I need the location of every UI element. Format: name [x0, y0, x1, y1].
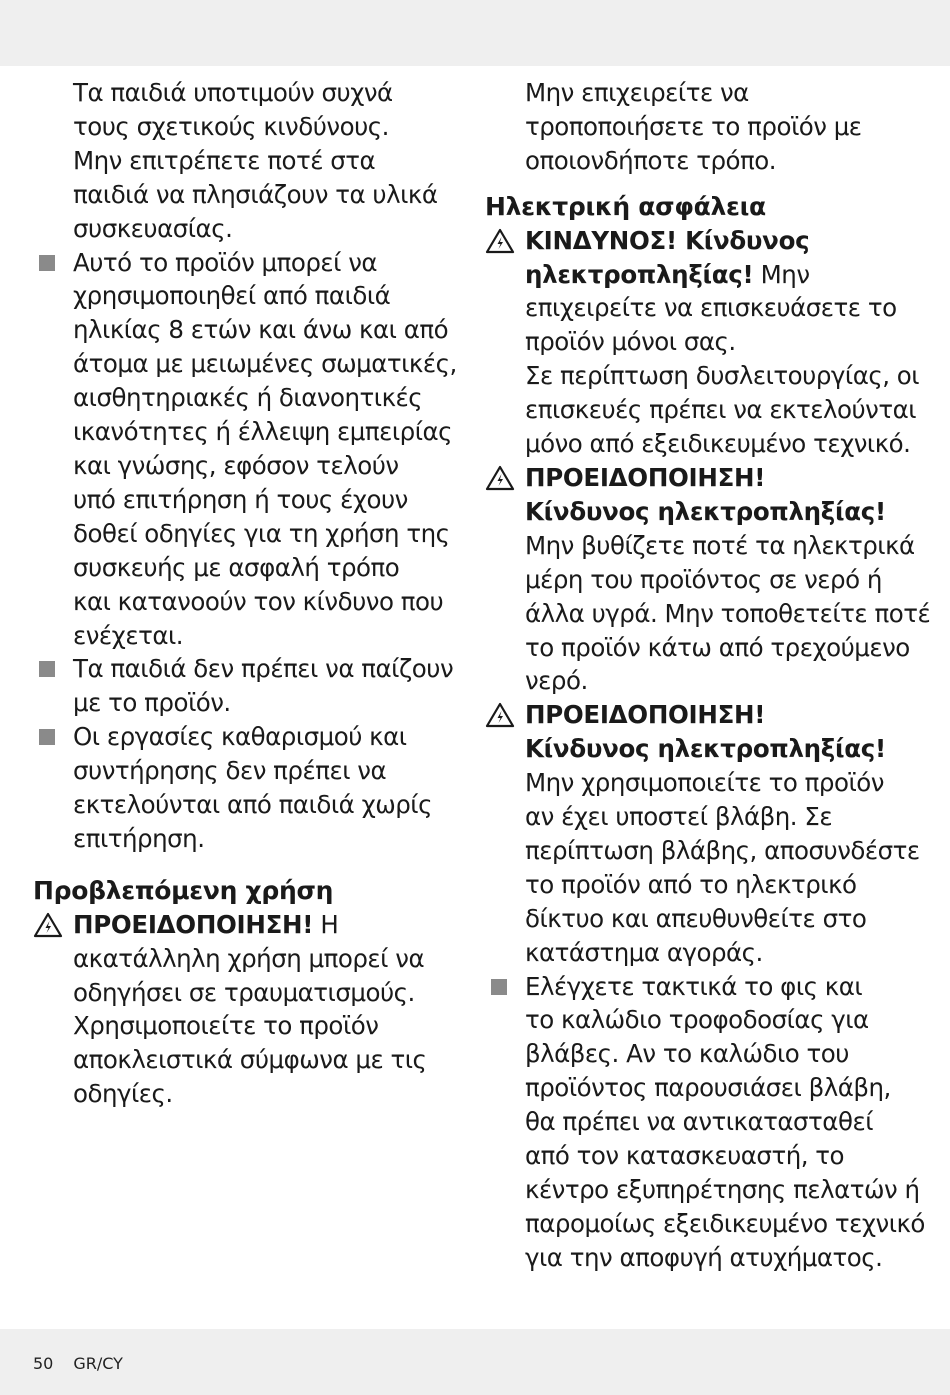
right-column: [485, 76, 931, 1275]
bullet-item: [485, 970, 925, 1275]
text-line: Οι εργασίες καθαρισμού και: [73, 722, 407, 752]
text-line: κέντρο εξυπηρέτησης πελατών ή: [525, 1175, 920, 1204]
text-line: χρησιμοποιηθεί από παιδιά: [73, 281, 391, 311]
text-line: προϊόν μόνοι σας.: [525, 327, 736, 357]
text-line: θα πρέπει να αντικατασταθεί: [525, 1107, 873, 1137]
text-line: το καλώδιο τροφοδοσίας για: [525, 1005, 869, 1035]
text-line: [525, 258, 925, 292]
text-line: ηλικίας 8 ετών και άνω και από: [73, 315, 449, 345]
text-line: από τον κατασκευαστή, το: [525, 1141, 845, 1171]
warning-label: ΠΡΟΕΙΔΟΠΟΙΗΣΗ!: [73, 909, 314, 939]
text-line: Τα παιδιά υποτιμούν συχνά: [73, 78, 393, 107]
text-line: τους σχετικούς κινδύνους.: [73, 111, 389, 141]
warning-label: Κίνδυνος ηλεκτροπληξίας!: [525, 734, 886, 764]
section-heading: Προβλεπόμενη χρήση: [33, 875, 334, 905]
text-line: κατάστημα αγοράς.: [525, 937, 763, 967]
warning-label: ΠΡΟΕΙΔΟΠΟΙΗΣΗ!: [525, 700, 766, 730]
text-line: άτομα με μειωμένες σωματικές,: [73, 349, 457, 379]
text-line: Μην επιτρέπετε ποτέ στα: [73, 145, 376, 175]
text-line: νερό.: [525, 666, 588, 696]
text-line: Μην χρησιμοποιείτε το προϊόν: [525, 768, 884, 798]
bullet-item: [33, 652, 453, 720]
text-line: μέρη του προϊόντος σε νερό ή: [525, 564, 882, 594]
text-line: οδηγήσει σε τραυματισμούς.: [73, 977, 415, 1007]
section-heading: Ηλεκτρική ασφάλεια: [485, 191, 766, 221]
text-line: μόνο από εξειδικευμένο τεχνικό.: [525, 429, 911, 459]
warning-text: Μην: [753, 259, 810, 289]
warning-triangle-icon: [33, 912, 63, 938]
text-line: άλλα υγρά. Μην τοποθετείτε ποτέ: [525, 598, 931, 628]
text-line: ενέχεται.: [73, 620, 184, 650]
text-line: το προϊόν κάτω από τρεχούμενο: [525, 632, 910, 662]
warning-label: ΠΡΟΕΙΔΟΠΟΙΗΣΗ!: [525, 462, 766, 492]
text-line: [73, 908, 453, 942]
text-line: παρομοίως εξειδικευμένο τεχνικό: [525, 1208, 925, 1238]
text-line: τροποποιήσετε το προϊόν με: [525, 111, 862, 141]
bullet-square-icon: [491, 979, 507, 995]
text-line: για την αποφυγή ατυχήματος.: [525, 1242, 883, 1272]
text-line: συσκευασίας.: [73, 213, 233, 243]
text-line: το προϊόν από το ηλεκτρικό: [525, 869, 857, 899]
text-line: και κατανοούν τον κίνδυνο που: [73, 586, 444, 616]
text-line: υπό επιτήρηση ή τους έχουν: [73, 484, 408, 514]
text-line: επιτήρηση.: [73, 823, 205, 853]
text-line: ακατάλληλη χρήση μπορεί να: [73, 943, 425, 973]
intro-paragraph: [33, 76, 453, 246]
region-code: GR/CY: [73, 1354, 123, 1373]
warning-triangle-icon: [485, 228, 515, 254]
text-line: αισθητηριακές ή διανοητικές: [73, 383, 423, 413]
text-line: αν έχει υποστεί βλάβη. Σε: [525, 802, 833, 832]
text-line: ικανότητες ή έλλειψη εμπειρίας: [73, 417, 453, 447]
text-line: περίπτωση βλάβης, αποσυνδέστε: [525, 835, 920, 865]
text-line: επιχειρείτε να επισκευάσετε το: [525, 293, 897, 323]
bullet-square-icon: [39, 661, 55, 677]
text-line: Χρησιμοποιείτε το προϊόν: [73, 1011, 379, 1041]
text-line: προϊόντος παρουσιάσει βλάβη,: [525, 1073, 891, 1103]
text-line: συσκευής με ασφαλή τρόπο: [73, 552, 400, 582]
intro-paragraph: [485, 76, 925, 178]
bullet-item: [33, 720, 453, 856]
warning-label: Κίνδυνος ηλεκτροπληξίας!: [525, 496, 886, 526]
warning-block: [485, 698, 925, 969]
text-line: δίκτυο και απευθυνθείτε στο: [525, 903, 867, 933]
bullet-square-icon: [39, 729, 55, 745]
text-line: Μην επιχειρείτε να: [525, 78, 749, 107]
left-column: [33, 76, 457, 1111]
warning-block: [485, 224, 925, 461]
page-number: 50: [33, 1354, 54, 1373]
warning-block: [33, 908, 453, 1111]
warning-label: ΚΙΝΔΥΝΟΣ! Κίνδυνος: [525, 225, 810, 255]
header-band: [0, 0, 950, 66]
text-line: αποκλειστικά σύμφωνα με τις: [73, 1045, 427, 1075]
text-line: οδηγίες.: [73, 1079, 173, 1109]
text-line: παιδιά να πλησιάζουν τα υλικά: [73, 179, 438, 209]
warning-label: ηλεκτροπληξίας!: [525, 259, 754, 289]
text-line: επισκευές πρέπει να εκτελούνται: [525, 395, 917, 425]
bullet-item: [33, 246, 457, 653]
text-line: Αυτό το προϊόν μπορεί να: [73, 247, 378, 277]
text-line: με το προϊόν.: [73, 688, 231, 718]
text-line: Ελέγχετε τακτικά το φις και: [525, 971, 863, 1001]
text-line: οποιονδήποτε τρόπο.: [525, 145, 777, 175]
text-line: εκτελούνται από παιδιά χωρίς: [73, 790, 432, 820]
text-line: Μην βυθίζετε ποτέ τα ηλεκτρικά: [525, 530, 915, 560]
page-footer: [33, 1354, 143, 1373]
text-line: βλάβες. Αν το καλώδιο του: [525, 1039, 849, 1069]
warning-triangle-icon: [485, 465, 515, 491]
text-line: Σε περίπτωση δυσλειτουργίας, οι: [525, 361, 920, 391]
text-line: δοθεί οδηγίες για τη χρήση της: [73, 518, 450, 548]
warning-block: [485, 461, 931, 698]
warning-triangle-icon: [485, 702, 515, 728]
text-line: Τα παιδιά δεν πρέπει να παίζουν: [73, 654, 454, 684]
warning-text: Η: [313, 909, 339, 939]
text-line: και γνώσης, εφόσον τελούν: [73, 450, 399, 480]
bullet-square-icon: [39, 255, 55, 271]
text-line: συντήρησης δεν πρέπει να: [73, 756, 387, 786]
